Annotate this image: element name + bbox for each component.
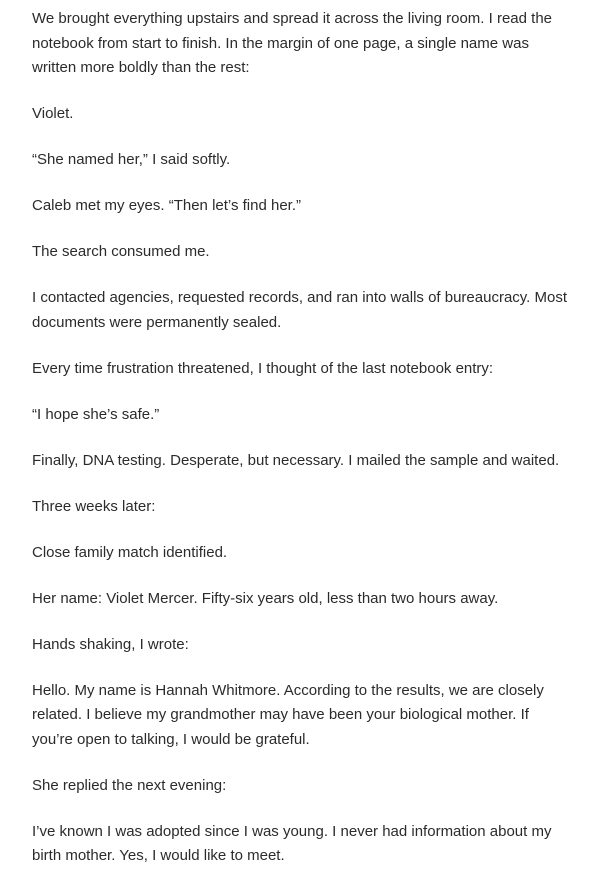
paragraph: Hello. My name is Hannah Whitmore. According to the results, we are closely related. I believe my grandmother may have been your biological mother. If you’re open to talking, I would be grateful.	[32, 681, 544, 748]
paragraph: Her name: Violet Mercer. Fifty-six years old, less than two hours away.	[32, 589, 499, 607]
paragraph: I’ve known I was adopted since I was young. I never had information about my birth mother. Yes, I would like to meet.	[32, 822, 552, 864]
paragraph: Close family match identified.	[32, 543, 228, 561]
paragraph: We brought everything upstairs and spread it across the living room. I read the notebook from start to finish. In the margin of one page, a single name was written more boldly than the rest:	[32, 10, 552, 76]
paragraph: Three weeks later:	[32, 497, 156, 515]
paragraph: “I hope she’s safe.”	[32, 405, 160, 423]
paragraph: Finally, DNA testing. Desperate, but necessary. I mailed the sample and waited.	[32, 451, 560, 469]
paragraph: She replied the next evening:	[32, 776, 227, 794]
paragraph: Every time frustration threatened, I thought of the last notebook entry:	[32, 359, 494, 377]
paragraph: Caleb met my eyes. “Then let’s find her.”	[32, 197, 302, 214]
paragraph: Hands shaking, I wrote:	[32, 635, 189, 653]
article-body	[32, 7, 572, 869]
paragraph: “She named her,” I said softly.	[32, 151, 231, 168]
paragraph: Violet.	[32, 105, 74, 122]
paragraph: The search consumed me.	[32, 243, 210, 260]
paragraph: I contacted agencies, requested records, and ran into walls of bureaucracy. Most documents were permanently sealed.	[32, 289, 568, 331]
